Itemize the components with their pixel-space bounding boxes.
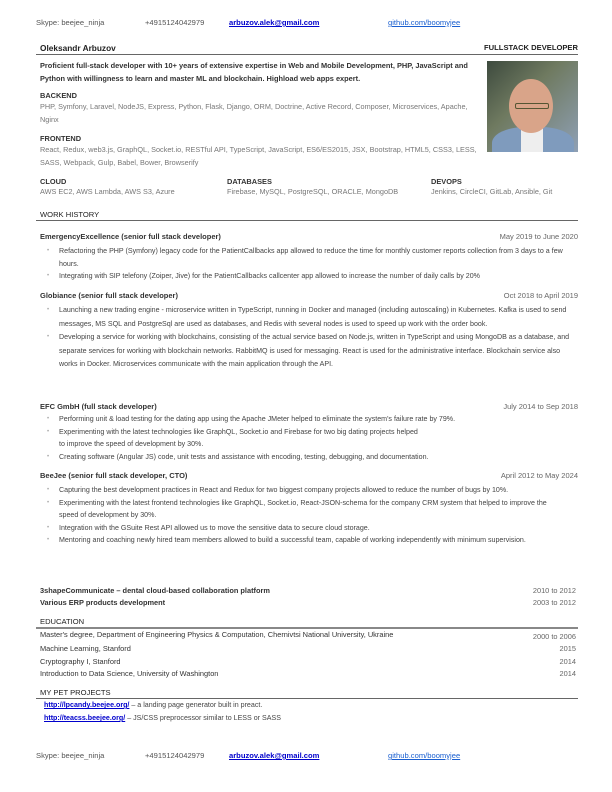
contact-bar-bottom bbox=[36, 751, 581, 763]
github-link[interactable]: github.com/boomyjee bbox=[388, 18, 461, 27]
list-item: • Capturing the best development practices in React and Redux for two biggest company projects allowed to reduce the number of bugs by 10%. bbox=[47, 484, 552, 497]
skills-text: Jenkins, CircleCI, GitLab, Ansible, Git bbox=[431, 187, 553, 196]
education-dates: 2000 to 2006 bbox=[532, 632, 576, 641]
list-item: • Experimenting with the latest technologies like GraphQL, Socket.io and Firebase for two big dating projects helped to improve the speed of development by 30%. bbox=[47, 426, 422, 451]
list-item: • Mentoring and coaching newly hired team members allowed to build a successful team, capable of working independently with minimum supervision. bbox=[47, 534, 552, 547]
skills-text: Firebase, MySQL, PostgreSQL, ORACLE, MongoDB bbox=[227, 187, 399, 196]
contact-bar-top bbox=[36, 18, 581, 30]
list-item: • Experimenting with the latest frontend technologies like GraphQL, Socket.io, React-JSON-schema for the company CRM system that helped to improve the speed of development by 30%. bbox=[47, 497, 552, 522]
experience-title: 3shapeCommunicate – dental cloud-based collaboration platform bbox=[40, 586, 270, 595]
section-title-work: WORK HISTORY bbox=[40, 210, 100, 219]
list-item: • Creating software (Angular JS) code, unit tests and assistance with encoding, testing, debugging, and documentation. bbox=[47, 451, 517, 464]
divider bbox=[36, 54, 578, 55]
candidate-name: Oleksandr Arbuzov bbox=[40, 43, 116, 53]
job-header bbox=[40, 291, 578, 300]
skills-text: AWS EC2, AWS Lambda, AWS S3, Azure bbox=[40, 187, 175, 196]
email-link[interactable]: arbuzov.alek@gmail.com bbox=[229, 751, 320, 760]
job-dates: April 2012 to May 2024 bbox=[500, 471, 578, 480]
list-item: • Integrating with SIP telefony (Zoiper, Jive) for the PatientCallbacks callcenter app allowed to increase the number of daily calls by 20% bbox=[47, 270, 577, 283]
project-item bbox=[44, 714, 281, 722]
project-link[interactable]: http://lpcandy.beejee.org/ bbox=[44, 701, 130, 709]
skills-devops bbox=[431, 177, 552, 199]
education-dates: 2015 bbox=[559, 644, 576, 653]
job-bullets bbox=[47, 245, 577, 283]
education-item bbox=[40, 669, 576, 681]
skype-handle: Skype: beejee_ninja bbox=[36, 751, 105, 760]
education-item bbox=[40, 630, 576, 642]
job-title: EmergencyExcellence (senior full stack developer) bbox=[40, 232, 221, 241]
skills-text: PHP, Symfony, Laravel, NodeJS, Express, Python, Flask, Django, ORM, Doctrine, Active Record, Composer, Microservices, Apache, Nginx bbox=[40, 102, 468, 124]
project-desc: – a landing page generator built in preact. bbox=[129, 701, 263, 709]
section-title-projects: MY PET PROJECTS bbox=[40, 688, 111, 697]
skills-text: React, Redux, web3.js, GraphQL, Socket.io, RESTful API, TypeScript, JavaScript, ES6/ES2015, JSX, Bootstrap, HTML5, CSS3, LESS, SASS, Webpack, Gulp, Babel, Bower, Browserify bbox=[40, 145, 477, 167]
divider bbox=[36, 220, 578, 221]
candidate-role: FULLSTACK DEVELOPER bbox=[484, 43, 578, 52]
job-title: BeeJee (senior full stack developer, CTO) bbox=[40, 471, 188, 480]
list-item: • Developing a service for working with blockchains, consisting of the actual service based on Node.js, written in TypeScript and using MongoDB as a database, and separate services for working with blockchain networks. RabbitMQ is used for messaging. React is used for the administrative interface. Blockchain service also works in Docker. Microservices communicate with the main application through the API. bbox=[47, 331, 577, 372]
job-dates: May 2019 to June 2020 bbox=[499, 232, 578, 241]
education-dates: 2014 bbox=[559, 657, 576, 666]
education-dates: 2014 bbox=[559, 669, 576, 678]
education-item bbox=[40, 644, 576, 656]
other-experience bbox=[40, 598, 576, 610]
job-header bbox=[40, 402, 578, 411]
skills-databases bbox=[227, 177, 398, 199]
skills-frontend bbox=[40, 134, 480, 169]
skills-heading: FRONTEND bbox=[40, 134, 82, 143]
summary: Proficient full-stack developer with 10+ years of extensive expertise in Web and Mobile Development, PHP, JavaScript and Python with willingness to learn and master ML and blockchain. Highload web apps expert. bbox=[40, 61, 468, 83]
education-title: Machine Learning, Stanford bbox=[40, 644, 131, 653]
education-title: Introduction to Data Science, University of Washington bbox=[40, 669, 219, 678]
job-title: Globiance (senior full stack developer) bbox=[40, 291, 178, 300]
section-title-education: EDUCATION bbox=[40, 617, 85, 626]
skype-handle: Skype: beejee_ninja bbox=[36, 18, 105, 27]
experience-dates: 2010 to 2012 bbox=[532, 586, 576, 595]
education-title: Master's degree, Department of Engineering Physics & Computation, Chernivtsi National University, Ukraine bbox=[40, 630, 394, 639]
list-item: • Launching a new trading engine - microservice written in TypeScript, running in Docker and managed (including autoscaling) in Kubernetes. Kafka is used to send messages, MS SQL and PostgreSql are used as databases, and Redis with several nodes is used to speed up work with the order book. bbox=[47, 304, 577, 331]
divider bbox=[36, 698, 578, 699]
project-link[interactable]: http://teacss.beejee.org/ bbox=[44, 714, 126, 722]
divider bbox=[36, 627, 578, 629]
job-bullets bbox=[47, 484, 552, 547]
job-bullets bbox=[47, 304, 577, 372]
phone-number: +4915124042979 bbox=[145, 751, 205, 760]
github-link[interactable]: github.com/boomyjee bbox=[388, 751, 461, 760]
list-item: • Performing unit & load testing for the dating app using the Apache JMeter helped to eliminate the system's failure rate by 79%. bbox=[47, 413, 517, 426]
skills-cloud bbox=[40, 177, 175, 199]
job-header bbox=[40, 471, 578, 480]
profile-photo bbox=[487, 61, 578, 152]
other-experience bbox=[40, 586, 576, 598]
email-link[interactable]: arbuzov.alek@gmail.com bbox=[229, 18, 320, 27]
phone-number: +4915124042979 bbox=[145, 18, 205, 27]
job-header bbox=[40, 232, 578, 241]
experience-dates: 2003 to 2012 bbox=[532, 598, 576, 607]
skills-backend bbox=[40, 91, 480, 126]
skills-heading: DATABASES bbox=[227, 177, 272, 186]
list-item: • Refactoring the PHP (Symfony) legacy code for the PatientCallbacks app allowed to reduce the time for monthly customer reports collection from 3 days to a few hours. bbox=[47, 245, 577, 270]
skills-heading: BACKEND bbox=[40, 91, 77, 100]
education-item bbox=[40, 657, 576, 669]
skills-heading: CLOUD bbox=[40, 177, 67, 186]
skills-heading: DEVOPS bbox=[431, 177, 462, 186]
job-dates: July 2014 to Sep 2018 bbox=[503, 402, 578, 411]
job-dates: Oct 2018 to April 2019 bbox=[503, 291, 578, 300]
education-title: Cryptography I, Stanford bbox=[40, 657, 121, 666]
project-item bbox=[44, 701, 262, 709]
experience-title: Various ERP products development bbox=[40, 598, 166, 607]
list-item: • Integration with the GSuite Rest API allowed us to move the sensitive data to secure cloud storage. bbox=[47, 522, 552, 535]
project-desc: – JS/CSS preprocessor similar to LESS or SASS bbox=[125, 714, 281, 722]
job-title: EFC GmbH (full stack developer) bbox=[40, 402, 157, 411]
job-bullets bbox=[47, 413, 517, 463]
